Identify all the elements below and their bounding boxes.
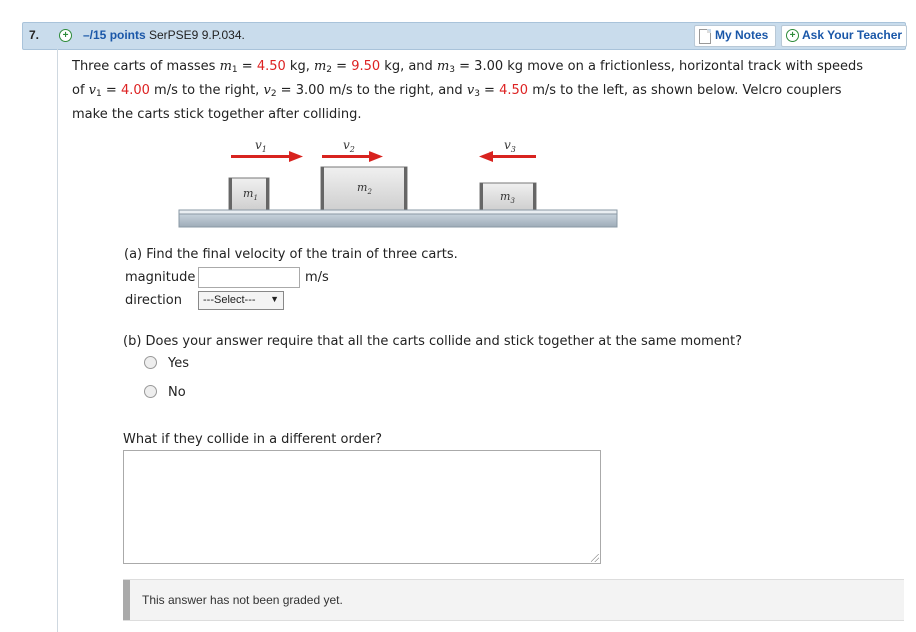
- dropdown-arrow-icon: ▼: [270, 294, 279, 304]
- cart-m3: [480, 183, 536, 210]
- magnitude-label: magnitude: [125, 270, 196, 285]
- cart-m1: [229, 178, 269, 210]
- problem-line-1: Three carts of masses $m_1 = 4.50$ kg, $m_2 = 9.50$ kg, and $m_3 = 3.00$ kg move on a frictionless, horizontal track with speeds: [72, 59, 864, 75]
- m1-label: $m_1$: [243, 187, 258, 202]
- question-left-border: [57, 49, 58, 632]
- followup-textarea[interactable]: [123, 450, 601, 564]
- mass-2-value: 9.50: [351, 59, 381, 74]
- expand-plus-icon[interactable]: +: [59, 29, 72, 42]
- problem-line-2: of $v_1 = 4.00$ m/s to the right, $v_2 = 3.00$ m/s to the right, and $v_3 = 4.50$ m/s to the left, as shown below. Velcro couplers: [72, 83, 842, 99]
- speed-1-value: 4.00: [120, 83, 150, 98]
- note-icon: [699, 29, 711, 44]
- direction-label: direction: [125, 293, 182, 308]
- v3-arrow: [479, 151, 536, 162]
- magnitude-input[interactable]: [198, 267, 300, 288]
- speed-3-value: 4.50: [499, 83, 529, 98]
- question-header: [22, 22, 906, 50]
- track: [179, 210, 617, 227]
- status-left-bar: [123, 580, 130, 620]
- question-code: SerPSE9 9.P.034.: [149, 28, 245, 42]
- mass-3-value: 3.00: [474, 59, 504, 74]
- carts-figure: [175, 135, 625, 233]
- cart-m2: [321, 167, 407, 210]
- v2-label: $v_2$: [343, 138, 355, 154]
- direction-select[interactable]: [198, 291, 284, 310]
- option-yes-label: Yes: [168, 356, 189, 371]
- part-a-prompt: (a) Find the final velocity of the train of three carts.: [124, 247, 458, 262]
- option-no-label: No: [168, 385, 186, 400]
- v3-label: $v_3$: [504, 138, 516, 154]
- part-b-prompt: (b) Does your answer require that all the carts collide and stick together at the same moment?: [123, 334, 742, 349]
- ask-teacher-label: Ask Your Teacher: [802, 28, 903, 42]
- my-notes-label: My Notes: [715, 28, 769, 42]
- radio-yes[interactable]: [144, 356, 157, 369]
- question-number: 7.: [29, 28, 40, 42]
- grading-status-box: [123, 579, 904, 621]
- problem-line-3: make the carts stick together after colliding.: [72, 107, 362, 122]
- grading-status-text: This answer has not been graded yet.: [142, 593, 343, 607]
- my-notes-button[interactable]: [694, 25, 776, 47]
- points-link[interactable]: –/15 points: [83, 28, 146, 42]
- ask-teacher-button[interactable]: [781, 25, 907, 47]
- m3-label: $m_3$: [500, 190, 515, 205]
- resize-grip-icon[interactable]: [591, 554, 599, 562]
- ask-plus-icon: +: [786, 29, 799, 42]
- radio-no[interactable]: [144, 385, 157, 398]
- mass-1-value: 4.50: [256, 59, 286, 74]
- v1-label: $v_1$: [255, 138, 267, 154]
- v1-arrow: [231, 151, 303, 162]
- speed-2-value: 3.00: [295, 83, 325, 98]
- direction-select-value: ---Select---: [203, 294, 256, 306]
- followup-prompt: What if they collide in a different order?: [123, 432, 383, 447]
- m2-label: $m_2$: [357, 181, 372, 196]
- unit-label: m/s: [305, 270, 329, 285]
